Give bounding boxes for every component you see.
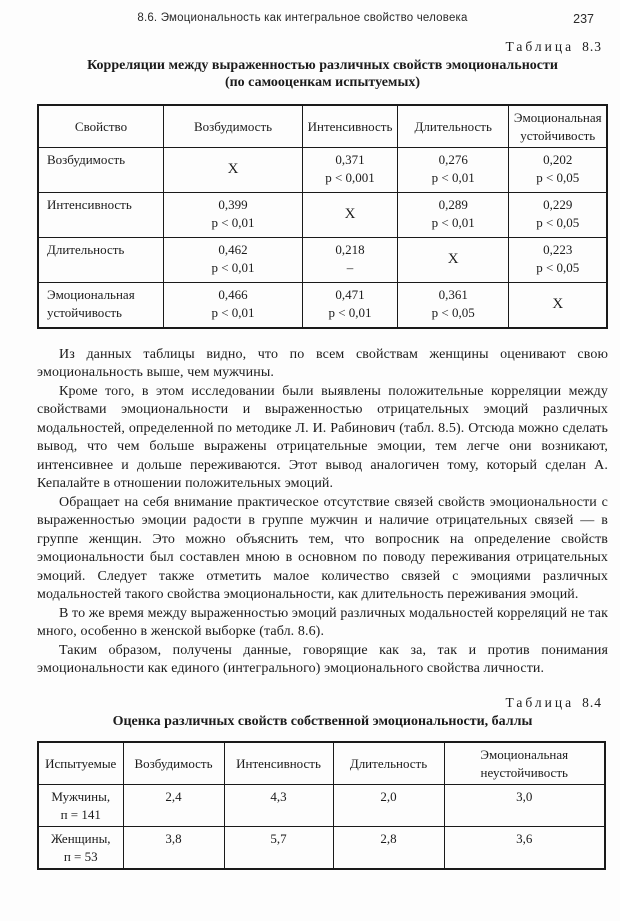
- p-value: p < 0,01: [431, 169, 475, 185]
- correlation-value: 0,202: [543, 152, 573, 167]
- column-header: Эмоциональная неустойчивость: [444, 742, 605, 785]
- correlation-value: 0,218: [335, 242, 365, 257]
- correlation-value: 0,399: [218, 197, 248, 212]
- value-cell: [444, 785, 605, 827]
- page-content: [37, 12, 608, 870]
- x-mark: X: [447, 251, 459, 268]
- value-cell: [509, 283, 607, 328]
- table-label-word: Таблица: [505, 39, 575, 54]
- table-row: [38, 785, 605, 827]
- x-mark: X: [552, 296, 564, 312]
- body-paragraph: В то же время между выраженностью эмоций различных модальностей корреляций не так много, особенно в женской выборке (табл. 8.6).: [37, 605, 608, 639]
- group-label: [38, 827, 123, 870]
- table-8-3-title: [37, 58, 608, 91]
- value-cell: [303, 283, 398, 328]
- table-8-3-title-line1: Корреляции между выраженностью различных свойств эмоциональности: [87, 58, 558, 73]
- column-header: Возбудимость: [164, 105, 303, 148]
- value-cell: [164, 193, 303, 238]
- table-row: [38, 827, 605, 870]
- running-head: [37, 12, 608, 30]
- score-value: 5,7: [270, 831, 287, 846]
- value-cell: [397, 148, 509, 193]
- table-label-word: Таблица: [505, 694, 575, 710]
- x-mark: X: [227, 161, 239, 178]
- column-header: Длительность: [397, 105, 509, 148]
- value-cell: [509, 238, 607, 283]
- score-value: 2,4: [165, 789, 182, 804]
- row-label: Интенсивность: [38, 193, 164, 238]
- value-cell: [164, 283, 303, 328]
- group-name: Мужчины,: [51, 789, 111, 804]
- column-header: Интенсивность: [224, 742, 333, 785]
- body-paragraph: Кроме того, в этом исследовании были выявлены положительные корреляции между свойствами эмоциональности и выраженностью отрицательных эмоций различных модальностей, определенной по методике Л. И. Рабинович (табл. 8.5). Отсюда можно сделать вывод, что чем больше выражены отрицательные эмоции, тем легче они возникают, интенсивнее и дольше переживаются. Этот вывод аналогичен тому, который сделан А. Кепалайте в отношении положительных эмоций.: [37, 383, 608, 491]
- table-8-3-title-line2: (по самооценкам испытуемых): [224, 74, 421, 90]
- table-row: [38, 238, 607, 283]
- value-cell: [509, 148, 607, 193]
- table-row: [38, 283, 607, 328]
- column-header: Эмоциональная устойчивость: [509, 105, 607, 148]
- table-8-3-label: [37, 39, 608, 55]
- column-header: Возбудимость: [123, 742, 224, 785]
- correlation-value: 0,471: [335, 287, 365, 302]
- column-header: Испытуемые: [38, 742, 123, 785]
- p-value: p < 0,05: [431, 304, 475, 320]
- score-value: 2,8: [380, 831, 397, 846]
- value-cell: [444, 827, 605, 870]
- correlation-value: 0,223: [543, 242, 573, 257]
- p-value: p < 0,05: [536, 214, 580, 230]
- value-cell: [333, 827, 444, 870]
- value-cell: [397, 283, 509, 328]
- value-cell: [303, 193, 398, 238]
- p-value: p < 0,05: [536, 259, 580, 275]
- p-value: p < 0,001: [325, 169, 375, 185]
- value-cell: [224, 827, 333, 870]
- correlation-value: 0,276: [438, 152, 468, 167]
- sample-size: п = 53: [63, 848, 98, 864]
- p-value: p < 0,01: [211, 304, 255, 320]
- table-label-number: 8.4: [582, 694, 602, 710]
- p-value: p < 0,01: [328, 304, 372, 320]
- body-text: [37, 346, 608, 679]
- value-cell: [397, 238, 509, 283]
- column-header: Длительность: [333, 742, 444, 785]
- table-row: [38, 148, 607, 193]
- p-value: –: [346, 259, 354, 275]
- value-cell: [164, 148, 303, 193]
- x-mark: X: [344, 206, 356, 223]
- value-cell: [164, 238, 303, 283]
- value-cell: [224, 785, 333, 827]
- table-label-number: 8.3: [582, 39, 602, 54]
- value-cell: [123, 827, 224, 870]
- correlation-value: 0,229: [543, 197, 573, 212]
- table-header-row: [38, 742, 605, 785]
- group-label: [38, 785, 123, 827]
- table-8-4-title: Оценка различных свойств собственной эмоциональности, баллы: [112, 713, 533, 729]
- group-name: Женщины,: [50, 831, 111, 846]
- page-number: 237: [573, 12, 594, 26]
- column-header: Свойство: [38, 105, 164, 148]
- table-8-4-label: [37, 695, 608, 711]
- running-head-title: 8.6. Эмоциональность как интегральное свойство человека: [137, 12, 468, 24]
- value-cell: [303, 238, 398, 283]
- row-label: Длительность: [38, 238, 164, 283]
- value-cell: [397, 193, 509, 238]
- body-paragraph: Таким образом, получены данные, говорящие как за, так и против понимания эмоциональности как единого (интегрального) эмоционального свойства личности.: [37, 642, 608, 676]
- body-paragraph: Обращает на себя внимание практическое отсутствие связей свойств эмоциональности с выраженностью эмоции радости в группе мужчин и наличие отрицательных связей — в группе женщин. Это можно объяснить тем, что вопросник на определение свойств эмоциональности был составлен мною в основном по поводу переживания отрицательных эмоций. Следует также отметить малое количество связей с эмоциями различных модальностей такого свойства эмоциональности, как длительность переживания эмоций.: [37, 494, 608, 602]
- row-label: Эмоциональная устойчивость: [38, 283, 164, 328]
- correlation-value: 0,462: [218, 242, 248, 257]
- correlation-value: 0,361: [438, 287, 468, 302]
- value-cell: [123, 785, 224, 827]
- value-cell: [303, 148, 398, 193]
- score-value: 3,8: [165, 831, 182, 846]
- correlation-value: 0,371: [335, 152, 365, 167]
- correlation-value: 0,466: [218, 287, 248, 302]
- value-cell: [509, 193, 607, 238]
- sample-size: п = 141: [60, 806, 101, 822]
- score-value: 3,6: [516, 831, 533, 846]
- p-value: p < 0,01: [211, 259, 255, 275]
- ratings-table: [37, 741, 606, 870]
- row-label: Возбудимость: [38, 148, 164, 193]
- score-value: 2,0: [380, 789, 397, 804]
- table-header-row: [38, 105, 607, 148]
- score-value: 4,3: [270, 789, 287, 804]
- correlation-value: 0,289: [438, 197, 468, 212]
- column-header: Интенсивность: [303, 105, 398, 148]
- body-paragraph: Из данных таблицы видно, что по всем свойствам женщины оценивают свою эмоциональность выше, чем мужчины.: [37, 346, 608, 380]
- score-value: 3,0: [516, 789, 533, 804]
- p-value: p < 0,01: [431, 214, 475, 230]
- correlations-table: [37, 104, 608, 329]
- p-value: p < 0,01: [211, 214, 255, 230]
- p-value: p < 0,05: [536, 169, 580, 185]
- table-row: [38, 193, 607, 238]
- value-cell: [333, 785, 444, 827]
